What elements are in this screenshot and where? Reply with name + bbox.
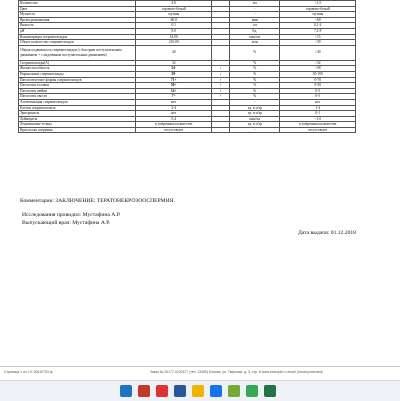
value-cell: мутная (136, 12, 212, 18)
reference-cell: серовато-белый (280, 6, 356, 12)
value-cell: 2-4 (136, 105, 212, 111)
value-cell: отсутствуют (136, 127, 212, 133)
param-cell: Жизнеспособность (19, 66, 136, 72)
reference-cell: 0-70 (280, 77, 356, 83)
value-cell: в умеренном количестве (136, 122, 212, 128)
value-cell: 216.00 (136, 40, 212, 46)
explorer-icon[interactable] (192, 385, 204, 397)
value-cell: нет (136, 99, 212, 105)
chrome-icon[interactable] (246, 385, 258, 397)
unit-cell: - (230, 127, 280, 133)
pdf-icon[interactable] (156, 385, 168, 397)
reference-cell: нет (280, 99, 356, 105)
unit-cell: % (230, 60, 280, 66)
reference-cell: 0-30 (280, 83, 356, 89)
param-cell: Количество (19, 1, 136, 7)
value-cell: 54.00 (136, 34, 212, 40)
reference-cell: <1,0 (280, 116, 356, 122)
param-cell: Патология головки (19, 83, 136, 89)
reference-cell: 0,1-2 (280, 23, 356, 29)
param-cell: Сперматозоиды(A) (19, 60, 136, 66)
unit-cell: ед. в п/зр (230, 122, 280, 128)
param-cell: Агглютинация сперматозоидов (19, 99, 136, 105)
app-icon[interactable] (228, 385, 240, 397)
taskbar (0, 380, 400, 401)
value-cell: 8.0 (136, 28, 212, 34)
unit-cell: % (230, 45, 280, 60)
photo-icon[interactable] (138, 385, 150, 397)
param-cell: Общая подвижность сперматозоидов (с быстрым поступательным движением + с медленным поступательным движением) (19, 45, 136, 60)
value-cell: 50+ (136, 83, 212, 89)
value-cell: 60.0 (136, 17, 212, 23)
param-cell: Лейкоциты (19, 116, 136, 122)
reference-cell: >58 (280, 66, 356, 72)
flag-cell (211, 45, 229, 60)
value-cell: 54- (136, 66, 212, 72)
param-cell: Патология хвоста (19, 94, 136, 100)
value-cell: 32 (136, 60, 212, 66)
mail-icon[interactable] (210, 385, 222, 397)
unit-cell: мл (230, 1, 280, 7)
unit-cell: % (230, 66, 280, 72)
unit-cell: ед. в п/зр (230, 111, 280, 117)
reference-cell: >1,5 (280, 1, 356, 7)
unit-cell: - (230, 6, 280, 12)
param-cell: Вязкость (19, 23, 136, 29)
flag-cell: ↓ (211, 66, 229, 72)
flag-cell: ↓ (211, 71, 229, 77)
flag-cell: ↑ (211, 77, 229, 83)
reference-cell: 0-1 (280, 111, 356, 117)
value-cell: 14+ (136, 88, 212, 94)
param-cell: pH (19, 28, 136, 34)
value-cell: нет (136, 111, 212, 117)
unit-cell: % (230, 94, 280, 100)
flag-cell: ↑ (211, 94, 229, 100)
unit-cell: - (230, 12, 280, 18)
unit-cell: % (230, 77, 280, 83)
reference-cell: >39 (280, 40, 356, 46)
reference-cell: >40 (280, 45, 356, 60)
param-cell: Кристаллы спермина (19, 127, 136, 133)
param-cell: Нормальные сперматозоиды (19, 71, 136, 77)
unit-cell: % (230, 88, 280, 94)
param-cell: Цвет (19, 6, 136, 12)
reference-cell: 7,2-8 (280, 28, 356, 34)
flag-cell (211, 127, 229, 133)
unit-cell: Ед. (230, 28, 280, 34)
reference-cell: 30-100 (280, 71, 356, 77)
unit-cell: ед. в п/зр (230, 105, 280, 111)
param-cell: Время разжижения (19, 17, 136, 23)
reference-cell: 1-4 (280, 105, 356, 111)
value-cell: серовато-белый (136, 6, 212, 12)
value-cell: 0,4 (136, 116, 212, 122)
param-cell: Эритроциты (19, 111, 136, 117)
unit-cell: % (230, 83, 280, 89)
table-row (19, 127, 356, 133)
unit-cell: мин (230, 17, 280, 23)
comment-line: Комментарии: ЗАКЛЮЧЕНИЕ: ТЕРАТОНЕКРОЗООСПЕРМИЯ. (20, 198, 175, 204)
reference-cell: 0-5 (280, 88, 356, 94)
param-cell: Патологические формы сперматозоидов (19, 77, 136, 83)
value-cell: 71+ (136, 77, 212, 83)
value-cell: 4.0 (136, 1, 212, 7)
unit-cell: - (230, 99, 280, 105)
unit-cell: см (230, 23, 280, 29)
param-cell: Мутность (19, 12, 136, 18)
flag-cell: ↑ (211, 83, 229, 89)
unit-cell: млн (230, 40, 280, 46)
value-cell: 40 (136, 45, 212, 60)
param-cell: Лецитиновые тельца (19, 122, 136, 128)
issue-date: Дата выдачи: 01.12.2018 (298, 230, 356, 236)
excel-icon[interactable] (264, 385, 276, 397)
value-cell: 7+ (136, 94, 212, 100)
reference-cell: >32 (280, 60, 356, 66)
unit-cell: % (230, 71, 280, 77)
reference-cell: >15 (280, 34, 356, 40)
flag-cell: ↑ (211, 88, 229, 94)
param-cell: Концентрация сперматозоидов (19, 34, 136, 40)
reference-cell: мутная (280, 12, 356, 18)
word-icon[interactable] (174, 385, 186, 397)
document-status-bar (0, 366, 400, 379)
param-cell: Патология шейки (19, 88, 136, 94)
param-cell: Клетки сперматогенеза (19, 105, 136, 111)
doctor-line: Выпускающий врач: Мустафина А.Р. (22, 220, 111, 226)
value-cell: 0.1 (136, 23, 212, 29)
footer-address: Заказ № 20177-0100377 (тел. 13485) Москва, ул. Тверская, д. 3, стр. 8 www.example.ru email: [email protected] (150, 370, 323, 374)
unit-cell: млн/мл (230, 116, 280, 122)
researcher-line: Исследования провидил: Мустафина А.Р. (22, 212, 121, 218)
edge-icon[interactable] (120, 385, 132, 397)
reference-cell: в умеренном количестве (280, 122, 356, 128)
page-indicator: Страница 1 из 1 Е-00410753 ф (4, 370, 53, 374)
table-row (19, 45, 356, 60)
reference-cell: отсутствуют (280, 127, 356, 133)
reference-cell: 0-5 (280, 94, 356, 100)
value-cell: 29- (136, 71, 212, 77)
results-table (18, 0, 356, 133)
unit-cell: млн/мл (230, 34, 280, 40)
param-cell: Общее количество сперматозоидов (19, 40, 136, 46)
reference-cell: <60 (280, 17, 356, 23)
